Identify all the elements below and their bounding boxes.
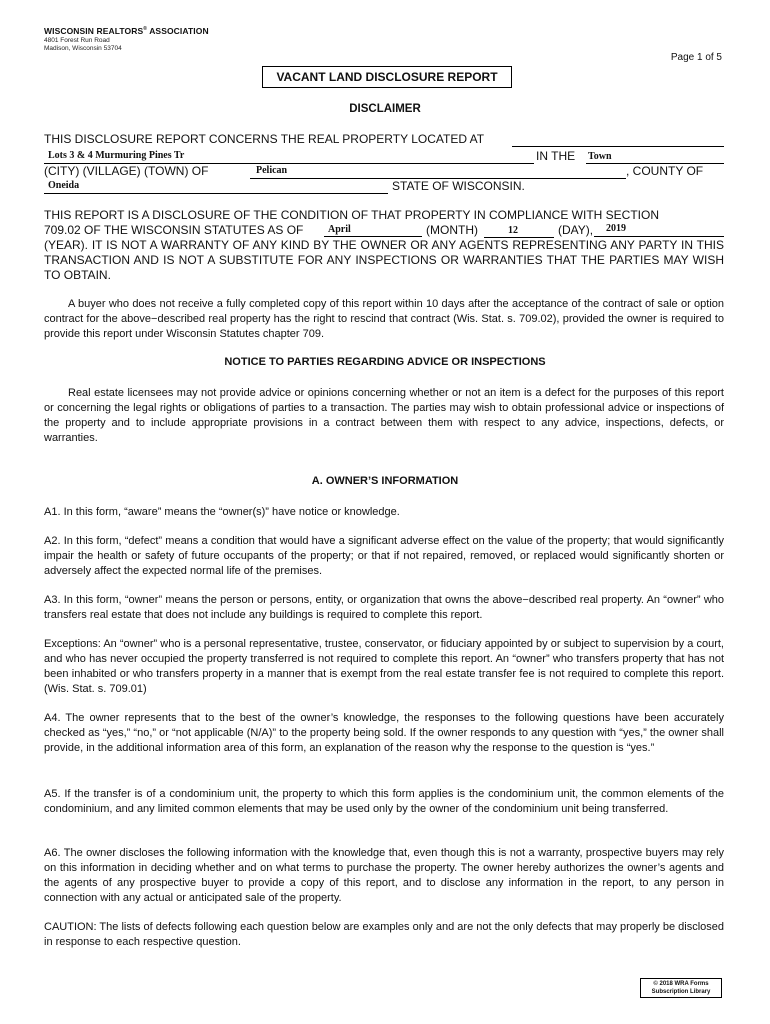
notice-body-text: Real estate licensees may not provide advice or opinions concerning whether or not an item is a defect for the purposes of this report or concerning the legal rights or obligations of parties to a transaction. The parties may wish to obtain professional advice or inspections of the property and to include appropriate provisions in a contract between them with respect to any advice, inspections, defects, or warranties. [44, 387, 724, 444]
a5-text: A5. If the transfer is of a condominium unit, the property to which this form applies is the condominium unit, the common elements of the condominium, and any limited common elements that may be used only by the owner of the condominium unit being transferred. [44, 788, 724, 815]
month-label: (MONTH) [426, 223, 478, 237]
location-blank-rule [512, 146, 724, 147]
a3-text: A3. In this form, “owner” means the person or persons, entity, or organization that owns the above−described real property. An “owner” who transfers real estate that does not include any buildings is required to complete this report. [44, 594, 724, 621]
copyright-line-2: Subscription Library [651, 989, 711, 995]
county-field[interactable]: Oneida [48, 180, 80, 191]
address-line-2: Madison, Wisconsin 53704 [44, 45, 122, 52]
municipality-name-field[interactable]: Pelican [256, 165, 288, 176]
statute-line-2: 709.02 OF THE WISCONSIN STATUTES AS OF [44, 223, 304, 237]
day-field[interactable]: 12 [508, 225, 518, 236]
in-the-label: IN THE [536, 149, 576, 163]
buyer-notice-text: A buyer who does not receive a fully completed copy of this report within 10 days after the acceptance of the contract of sale or option contract for the above−described real property has the right to rescind that contract (Wis. Stat. s. 709.02), provided the owner is required to provide this report under Wisconsin Statutes chapter 709. [44, 298, 724, 340]
owners-information-heading: A. OWNER’S INFORMATION [311, 475, 459, 487]
notice-heading: NOTICE TO PARTIES REGARDING ADVICE OR INSPECTIONS [224, 356, 546, 368]
statute-line-1: THIS REPORT IS A DISCLOSURE OF THE CONDITION OF THAT PROPERTY IN COMPLIANCE WITH SECTION [44, 208, 659, 222]
county-of-label: , COUNTY OF [626, 164, 704, 178]
municipality-type-field[interactable]: Town [588, 151, 612, 162]
month-rule [324, 236, 422, 237]
state-label: STATE OF WISCONSIN. [392, 179, 525, 193]
copyright-line-1: © 2018 WRA Forms [653, 981, 709, 987]
location-lead-text: THIS DISCLOSURE REPORT CONCERNS THE REAL PROPERTY LOCATED AT [44, 132, 485, 146]
exceptions-text: Exceptions: An “owner” who is a personal representative, trustee, conservator, or fiduciary appointed by or subject to supervision by a court, and who has never occupied the property transferred is not required to complete this report. An “owner” who transfers property that has not been inhabited or who transfers property in a manner that is exempt from the real estate transfer fee is not required to complete this report. (Wis. Stat. s. 709.01) [44, 638, 724, 695]
a6-text: A6. The owner discloses the following information with the knowledge that, even though this is not a warranty, prospective buyers may rely on this information in deciding whether and on what terms to purchase the property. The owner hereby authorizes the owner’s agents and the agents of any prospective buyer to provide a copy of this report, and to disclose any information in the report, to any person in connection with any actual or anticipated sale of the property. [44, 847, 724, 904]
disclaimer-heading: DISCLAIMER [349, 103, 421, 115]
year-field[interactable]: 2019 [606, 223, 626, 234]
county-rule [44, 193, 388, 194]
a1-text: A1. In this form, “aware” means the “owner(s)” have notice or knowledge. [44, 506, 400, 518]
org-address [44, 37, 122, 53]
month-field[interactable]: April [328, 224, 351, 235]
property-address-field[interactable]: Lots 3 & 4 Murmuring Pines Tr [48, 150, 185, 161]
statute-line-3: (YEAR). IT IS NOT A WARRANTY OF ANY KIND BY THE OWNER OR ANY AGENTS REPRESENTING ANY PARTY IN THIS TRANSACTION AND IS NOT A SUBSTITUTE FOR ANY INSPECTIONS OR WARRANTIES THAT THE PARTIES MAY WISH TO OBTAIN. [44, 238, 724, 282]
a4-text: A4. The owner represents that to the best of the owner’s knowledge, the responses to the following questions have been accurately checked as “yes,” “no,” or “not applicable (N/A)” to the property being sold. If the owner responds to any question with “yes,” the owner shall provide, in the additional information area of this form, an explanation of the reason why the response to the question is “yes.” [44, 712, 724, 754]
copyright-box [640, 978, 722, 998]
page-number: Page 1 of 5 [670, 52, 722, 63]
year-rule [594, 236, 724, 237]
city-village-town-label: (CITY) (VILLAGE) (TOWN) OF [44, 164, 209, 178]
day-label: (DAY), [558, 223, 594, 237]
org-name: WISCONSIN REALTORS® ASSOCIATION [44, 26, 209, 36]
caution-text: CAUTION: The lists of defects following each question below are examples only and are not the only defects that may properly be disclosed in response to each respective question. [44, 921, 724, 948]
address-line-1: 4801 Forest Run Road [44, 37, 110, 44]
a2-text: A2. In this form, “defect” means a condition that would have a significant adverse effect on the value of the property; that would significantly impair the health or safety of future occupants of the property; or that if not repaired, removed, or replaced would significantly shorten or adversely affect the expected normal life of the premises. [44, 535, 724, 577]
report-title: VACANT LAND DISCLOSURE REPORT [262, 66, 512, 88]
